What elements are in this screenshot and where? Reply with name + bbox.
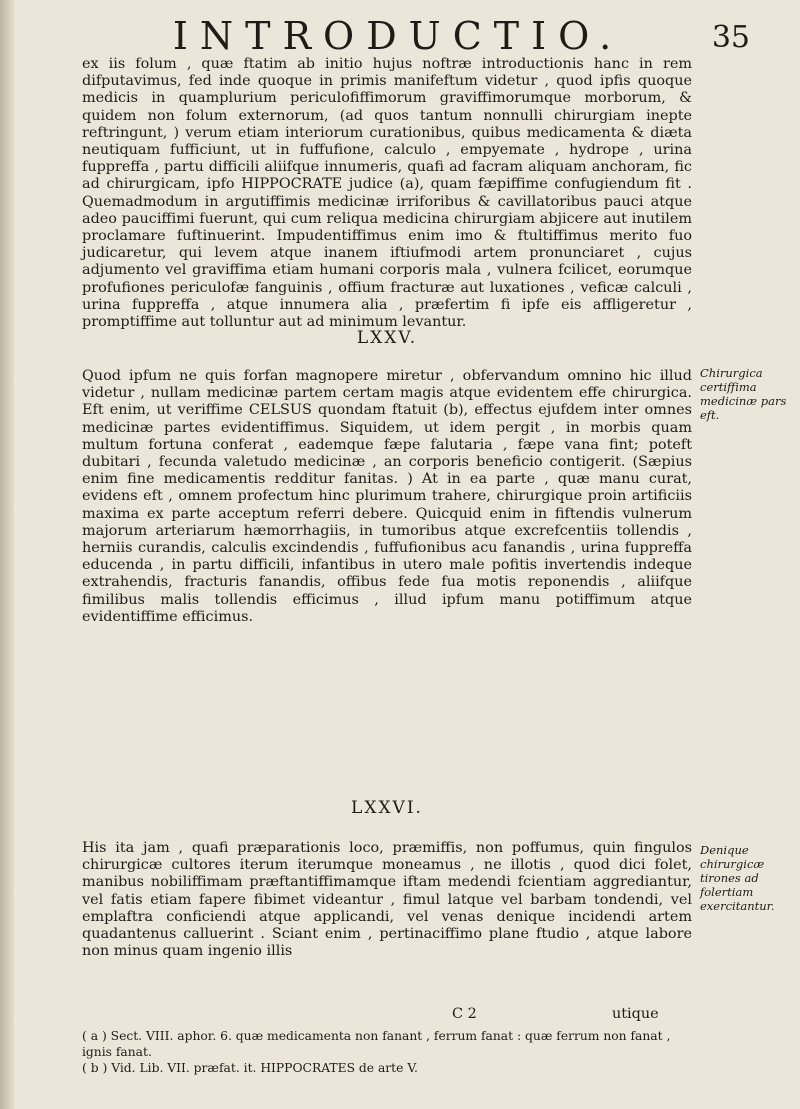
catchword: utique [612,1006,659,1022]
page-number: 35 [711,20,750,55]
footnote-a: ( a ) Sect. VIII. aphor. 6. quæ medicamenta non fanant , ferrum fanat : quæ ferrum non fanat , ignis fanat. [82,1029,671,1059]
signature-mark: C 2 [452,1006,477,1022]
page-gutter [0,0,14,1109]
footnote-b: ( b ) Vid. Lib. VII. præfat. it. HIPPOCRATES de arte V. [82,1061,418,1075]
running-title: INTRODUCTIO. [172,14,624,58]
paragraph-75: Quod ipfum ne quis forfan magnopere miretur , obfervandum omnino hic illud videtur , nullam medicinæ partem certam magis atque evidentem effe chirurgica. Eft enim, ut veriffime CELSUS quondam ftatuit (b), effectus ejufdem inter omnes medicinæ partes evidentiffimus. Siquidem, ut idem pergit , in morbis quam multum fortuna conferat , eademque fæpe falutaria , fæpe vana fint; poteft dubitari , fecunda valetudo medicinæ , an corporis beneficio contigerit. (Sæpius enim fine medicamentis redditur fanitas. ) At in ea parte , quæ manu curat, evidens eft , omnem profectum hinc plurimum trahere, chirurgique proin artificiis maxima ex parte acceptum referri debere. Quicquid enim in fiftendis vulnerum majorum arteriarum hæmorrhagiis, in tumoribus atque excrefcentiis tollendis , herniis curandis, calculis excindendis , fuffufionibus acu fanandis , urina fuppreffa educenda , in partu difficili, infantibus in utero male pofitis invertendis indeque extrahendis, fracturis fanandis, offibus fede fua motis reponendis , aliifque fimilibus malis tollendis efficimus , illud ipfum manu potiffimum atque evidentiffime efficimus. [82,368,692,625]
section-76 [82,840,692,960]
paragraph-74-tail: ex iis folum , quæ ftatim ab initio hujus noftræ introductionis hanc in rem difputavimus, fed inde quoque in primis manifeftum videtur , quod ipfis quoque medicis in quamplurium periculofiffimorum graviffimorumque morborum, & quidem non folum externorum, (ad quos tantum nonnulli chirurgiam inepte reftringunt, ) verum etiam interiorum curationibus, quibus medicamenta & diæta neutiquam fufficiunt, ut in fuffufione, calculo , empyemate , hydrope , urina fuppreffa , partu difficili aliifque innumeris, quafi ad facram aliquam anchoram, fic ad chirurgicam, ipfo HIPPOCRATE judice (a), quam fæpiffime confugiendum fit . Quemadmodum in argutiffimis medicinæ irriforibus & cavillatoribus pauci atque adeo pauciffimi fuerunt, qui cum reliqua medicina chirurgiam abjicere aut inutilem proclamare fuftinuerint. Impudentiffimus enim imo & ftultiffimus merito fuo judicaretur, qui levem atque inanem iftiufmodi artem pronunciaret , cujus adjumento vel graviffima etiam humani corporis mala , vulnera fcilicet, eorumque profufiones periculofæ fanguinis , offium fracturæ aut luxationes , veficæ calculi , urina fuppreffa , atque innumera alia , præfertim fi ipfe eis affligeretur , promptiffime aut tolluntur aut ad minimum levantur. [82,56,692,331]
section-75 [82,368,692,626]
section-heading-75: LXXV. [356,328,418,348]
paragraph-76: His ita jam , quafi præparationis loco, præmiffis, non poffumus, quin fingulos chirurgicæ cultores iterum iterumque moneamus , ne illotis , quod dici folet, manibus nobiliffimam præftantiffimamque iftam medendi fcientiam aggrediantur, vel fatis etiam fapere fibimet videantur , fimul latque vel barbam tondendi, vel emplaftra conficiendi atque applicandi, vel venas denique incidendi artem quadantenus calluerint . Sciant enim , pertinaciffimo plane ftudio , atque labore non minus quam ingenio illis [82,840,692,960]
margin-note-76: Denique chirurgicæ tirones ad folertiam exercitantur. [700,843,775,913]
section-74-tail [82,56,692,331]
section-heading-76: LXXVI. [351,798,423,818]
margin-note-75: Chirurgica certiffima medicinæ pars eft. [700,366,787,422]
footnotes [82,1028,692,1076]
